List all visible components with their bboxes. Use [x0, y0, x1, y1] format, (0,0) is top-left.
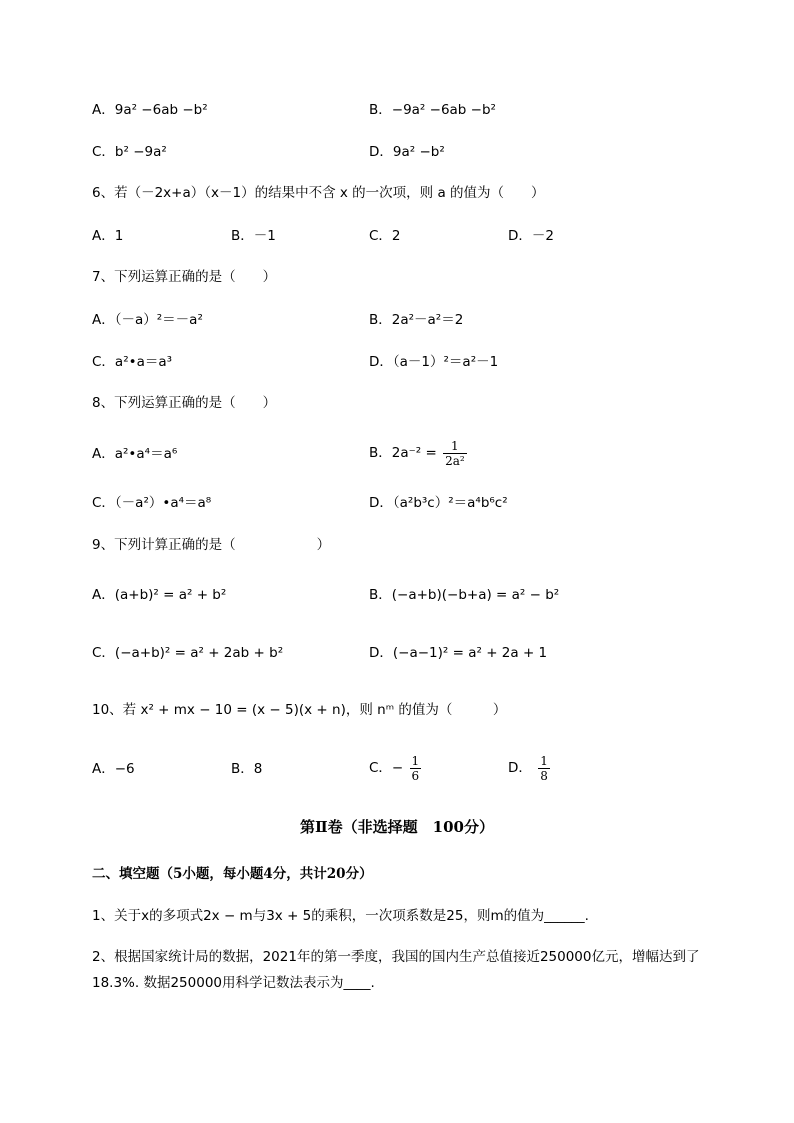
q10-option-d	[508, 751, 552, 785]
q7-option-c: C．a²•a＝a³	[92, 354, 173, 370]
section-title: 第Ⅱ卷（非选择题 100分）	[300, 818, 494, 836]
fraction-denominator: 2a²	[445, 453, 465, 468]
q8-option-d: D．（a²b³c）²＝a⁴b⁶c²	[369, 495, 508, 511]
q9-option-a: A．(a+b)² = a² + b²	[92, 587, 227, 603]
q8-stem: 8、下列运算正确的是（ ）	[92, 395, 277, 411]
q5-option-a: A．9a² −6ab −b²	[92, 102, 208, 118]
q10-option-c	[369, 751, 423, 785]
q10-option-c-prefix: C．−	[369, 760, 404, 776]
q9-option-d: D．(−a−1)² = a² + 2a + 1	[369, 645, 548, 661]
fraction-denominator: 8	[540, 768, 548, 783]
q5-option-c: C．b² −9a²	[92, 144, 167, 160]
q9-stem: 9、下列计算正确的是（ ）	[92, 537, 331, 553]
q10-stem: 10、若 x² + mx − 10 = (x − 5)(x + n)，则 nᵐ 的值为（ ）	[92, 702, 507, 718]
q9-option-b: B．(−a+b)(−b+a) = a² − b²	[369, 587, 560, 603]
q10-option-d-fraction	[538, 754, 550, 783]
fraction-numerator: 1	[540, 753, 548, 768]
q9-option-c: C．(−a+b)² = a² + 2ab + b²	[92, 645, 284, 661]
fraction-numerator: 1	[411, 753, 420, 768]
q6-option-b: B．－1	[231, 228, 276, 244]
q8-option-b-fraction	[443, 439, 467, 468]
q8-option-c: C．（－a²）•a⁴＝a⁸	[92, 495, 212, 511]
q5-option-d: D．9a² −b²	[369, 144, 445, 160]
q6-option-d: D．－2	[508, 228, 554, 244]
fraction-denominator: 6	[411, 768, 420, 783]
q6-stem: 6、若（－2x+a）（x－1）的结果中不含 x 的一次项，则 a 的值为（ ）	[92, 185, 545, 201]
q10-option-b: B．8	[231, 761, 263, 777]
fraction-numerator: 1	[443, 439, 467, 454]
q6-option-a: A．1	[92, 228, 124, 244]
q10-option-c-fraction	[410, 754, 422, 783]
q7-option-d: D．（a－1）²＝a²－1	[369, 354, 499, 370]
part-title: 二、填空题（5小题，每小题4分，共计20分）	[92, 866, 373, 882]
q7-stem: 7、下列运算正确的是（ ）	[92, 269, 277, 285]
q5-option-b: B．−9a² −6ab −b²	[369, 102, 496, 118]
q8-option-b-prefix: B．2a⁻² =	[369, 445, 437, 461]
q6-option-c: C．2	[369, 228, 401, 244]
q7-option-b: B．2a²－a²＝2	[369, 312, 464, 328]
q10-option-d-prefix: D．	[508, 760, 532, 776]
fill-question-1: 1、关于x的多项式2x − m与3x + 5的乘积，一次项系数是25，则m的值为______.	[92, 908, 589, 924]
q7-option-a: A．（－a）²＝－a²	[92, 312, 203, 328]
q8-option-b	[369, 436, 469, 470]
q8-option-a: A．a²•a⁴＝a⁶	[92, 446, 178, 462]
q10-option-a: A．−6	[92, 761, 135, 777]
fill-question-2: 2、根据国家统计局的数据，2021年的第一季度，我国的国内生产总值接近250000亿元，增幅达到了18.3%. 数据250000用科学记数法表示为____.	[92, 949, 700, 991]
